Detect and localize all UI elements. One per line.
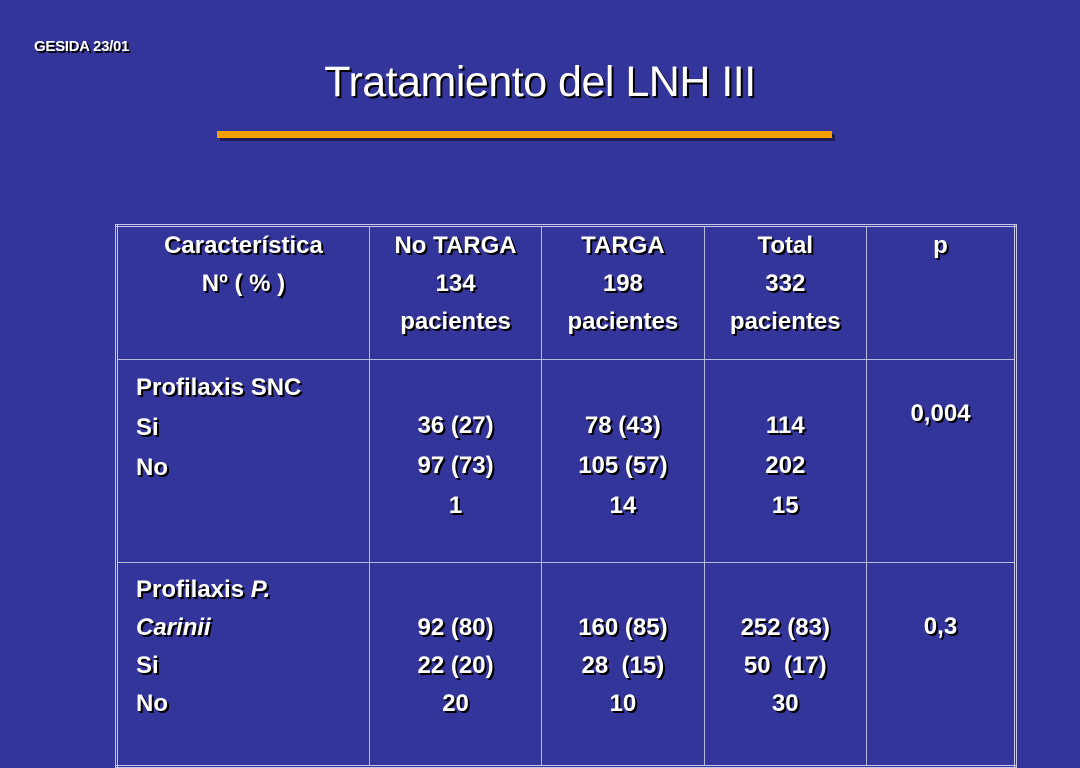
row-label-line [136, 571, 369, 609]
header-text: 332 [765, 270, 806, 297]
cell-value: 0,3 [923, 613, 958, 640]
cell-value: 252 (83) [740, 614, 830, 641]
header-text: pacientes [567, 308, 679, 335]
header-text: pacientes [400, 308, 511, 335]
table-row-profilaxis-carinii [117, 563, 1016, 767]
cell-value: 78 (43) [584, 412, 661, 439]
cell-value: 20 [442, 690, 469, 717]
header-text: Nº ( % ) [201, 270, 286, 297]
header-text: TARGA [581, 232, 665, 259]
cell-value: 97 (73) [417, 452, 494, 479]
title-underline-bar [217, 131, 832, 138]
results-table [115, 224, 1017, 768]
table-header-row [117, 226, 1016, 360]
cell-value: 14 [609, 492, 637, 519]
cell-total [704, 563, 866, 767]
row-label-line: Si [136, 652, 159, 679]
row-label [117, 360, 370, 563]
header-targa [542, 226, 704, 360]
cell-value: 10 [609, 690, 637, 717]
header-text: Característica [164, 232, 323, 259]
cell-value: 105 (57) [578, 452, 668, 479]
slide-title: Tratamiento del LNH III [324, 58, 756, 106]
header-text: 134 [435, 270, 476, 297]
cell-value: 36 (27) [417, 412, 494, 439]
row-label-prefix: Profilaxis [136, 576, 251, 603]
cell-value: 1 [448, 492, 463, 519]
header-text: p [933, 232, 948, 259]
cell-value: 28 (15) [581, 652, 665, 679]
row-label-line: Profilaxis SNC [136, 374, 302, 401]
row-label-line: No [136, 690, 168, 717]
header-text: 198 [602, 270, 643, 297]
cell-value: 114 [765, 412, 805, 439]
row-label-line [136, 609, 369, 647]
cell-p-value [866, 563, 1015, 767]
cell-no-targa [369, 360, 541, 563]
slide-source-tag: GESIDA 23/01 [34, 38, 130, 55]
cell-value: 30 [771, 690, 799, 717]
cell-targa [542, 360, 704, 563]
header-text: pacientes [729, 308, 841, 335]
header-no-targa [369, 226, 541, 360]
cell-value: 202 [765, 452, 806, 479]
header-text: Total [757, 232, 814, 259]
cell-value: 50 (17) [743, 652, 827, 679]
row-label [117, 563, 370, 767]
table-row-profilaxis-snc [117, 360, 1016, 563]
cell-value: 0,004 [910, 400, 971, 427]
cell-targa [542, 563, 704, 767]
row-label-italic: P. [250, 576, 271, 603]
cell-p-value [866, 360, 1015, 563]
cell-value: 92 (80) [417, 614, 494, 641]
row-label-line: No [136, 454, 168, 481]
cell-no-targa [369, 563, 541, 767]
cell-value: 160 (85) [578, 614, 668, 641]
row-label-line: Si [136, 414, 159, 441]
header-p [866, 226, 1015, 360]
cell-total [704, 360, 866, 563]
cell-value: 22 (20) [417, 652, 494, 679]
header-total [704, 226, 866, 360]
cell-value: 15 [771, 492, 799, 519]
header-caracteristica [117, 226, 370, 360]
row-label-italic: Carinii [136, 614, 211, 641]
header-text: No TARGA [394, 232, 517, 259]
